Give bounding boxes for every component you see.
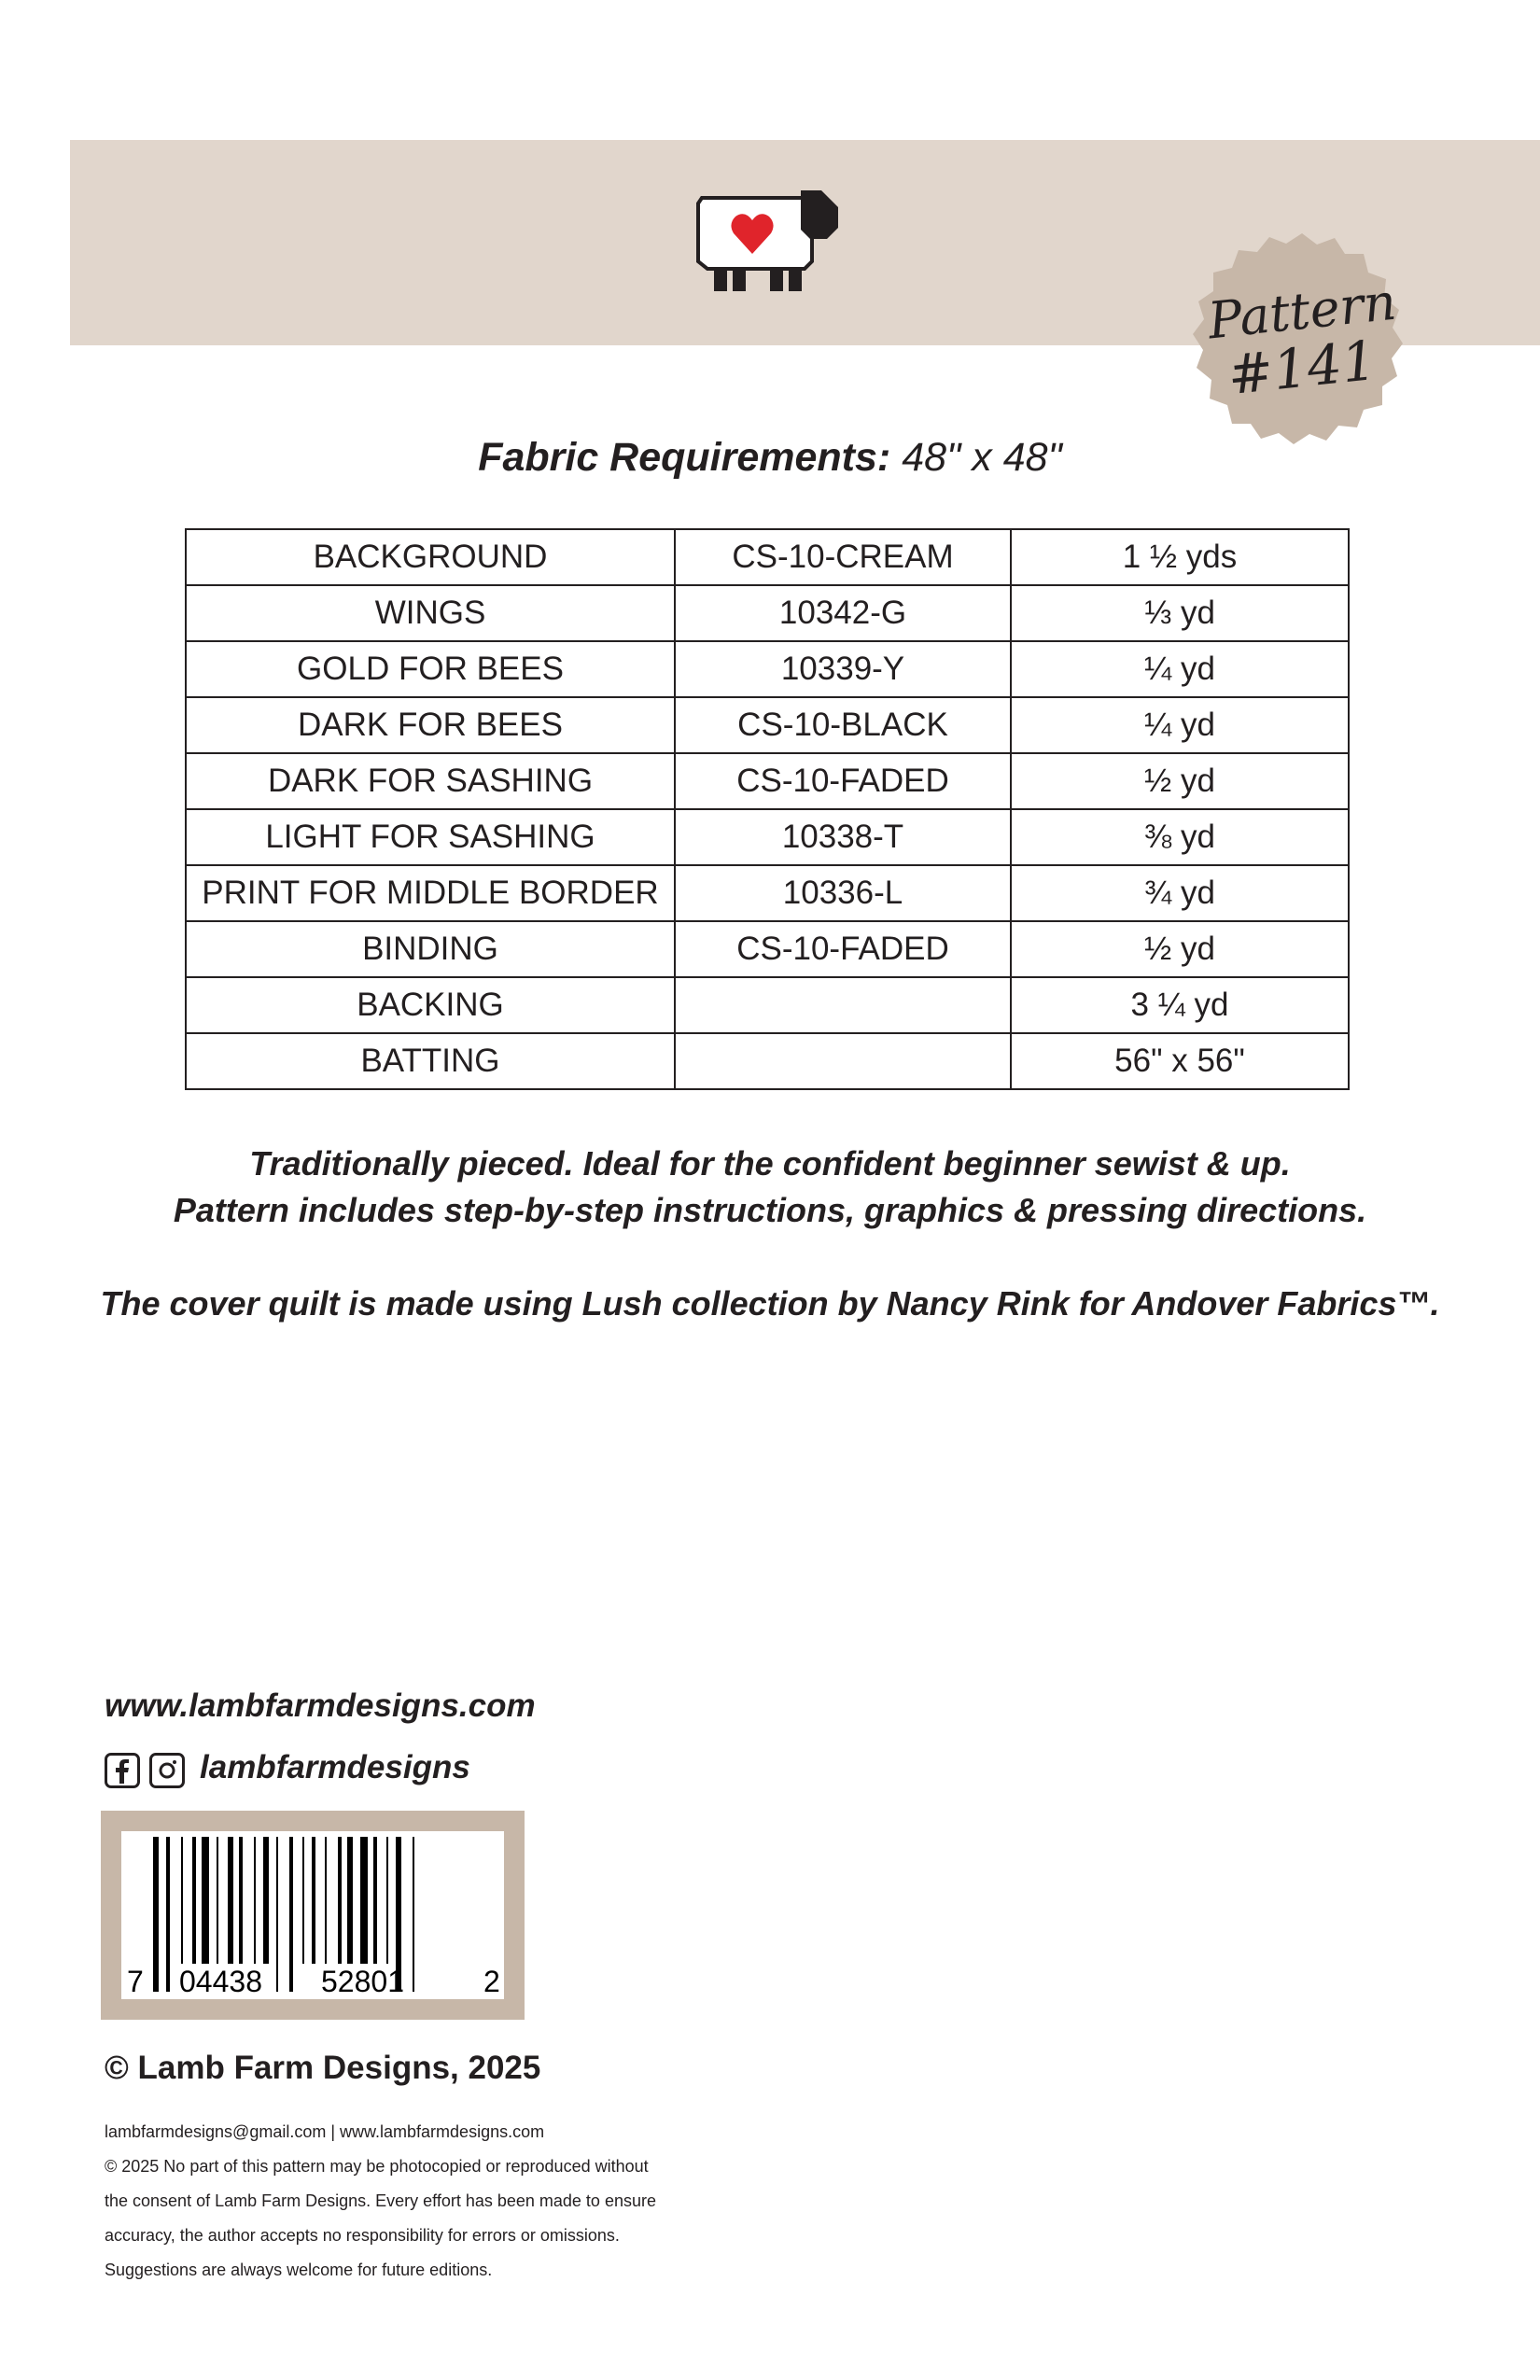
barcode-bar	[166, 1837, 170, 1992]
description-line-2: Pattern includes step-by-step instructions, graphics & pressing directions.	[173, 1191, 1367, 1229]
table-row	[186, 809, 1349, 865]
fabric-amount-cell: 1 ½ yds	[1011, 529, 1349, 585]
fabric-amount-cell: ½ yd	[1011, 753, 1349, 809]
barcode-bar	[325, 1837, 327, 1964]
seal-pattern-word: Pattern	[1205, 272, 1399, 351]
barcode-bar	[239, 1837, 243, 1964]
fabric-amount-cell: 56" x 56"	[1011, 1033, 1349, 1089]
fabric-amount-cell: ¾ yd	[1011, 865, 1349, 921]
sheep-logo	[691, 187, 849, 299]
fabric-name-cell: BACKING	[186, 977, 675, 1033]
fabric-code-cell: CS-10-BLACK	[675, 697, 1011, 753]
barcode-bar	[347, 1837, 353, 1964]
barcode-bar	[217, 1837, 218, 1964]
table-row	[186, 753, 1349, 809]
barcode-bar	[181, 1837, 183, 1964]
legal-line: Suggestions are always welcome for future editions.	[105, 2261, 493, 2279]
barcode-frame	[101, 1811, 525, 2020]
instagram-icon[interactable]	[149, 1753, 185, 1788]
table-row	[186, 697, 1349, 753]
fabric-code-cell: 10342-G	[675, 585, 1011, 641]
barcode-digit-first: 7	[127, 1965, 144, 1998]
fabric-code-cell	[675, 1033, 1011, 1089]
barcode-digit-last: 2	[483, 1965, 500, 1998]
fabric-code-cell: 10339-Y	[675, 641, 1011, 697]
table-row	[186, 585, 1349, 641]
barcode-bar	[228, 1837, 233, 1964]
fabric-code-cell	[675, 977, 1011, 1033]
contact-line: lambfarmdesigns@gmail.com | www.lambfarmdesigns.com	[105, 2122, 545, 2141]
fabric-code-cell: CS-10-FADED	[675, 921, 1011, 977]
legal-line: © 2025 No part of this pattern may be photocopied or reproduced without	[105, 2157, 649, 2176]
barcode-bar	[360, 1837, 368, 1964]
barcode-bar	[289, 1837, 293, 1992]
fabric-name-cell: BINDING	[186, 921, 675, 977]
description-line-3: The cover quilt is made using Lush collection by Nancy Rink for Andover Fabrics™.	[100, 1284, 1440, 1323]
barcode-bar	[254, 1837, 256, 1964]
barcode-bar	[153, 1837, 159, 1992]
fabric-title-label: Fabric Requirements:	[478, 435, 891, 480]
fabric-amount-cell: ¼ yd	[1011, 697, 1349, 753]
fabric-name-cell: BATTING	[186, 1033, 675, 1089]
description-line-1: Traditionally pieced. Ideal for the confident beginner sewist & up.	[249, 1144, 1291, 1183]
fabric-name-cell: DARK FOR BEES	[186, 697, 675, 753]
social-handle[interactable]: lambfarmdesigns	[200, 1749, 470, 1785]
table-row	[186, 865, 1349, 921]
fabric-amount-cell: ⅓ yd	[1011, 585, 1349, 641]
barcode-bar	[263, 1837, 269, 1964]
website-link[interactable]: www.lambfarmdesigns.com	[105, 1687, 536, 1724]
fabric-code-cell: CS-10-FADED	[675, 753, 1011, 809]
table-row	[186, 1033, 1349, 1089]
legal-line: accuracy, the author accepts no responsibility for errors or omissions.	[105, 2226, 620, 2245]
barcode-bar	[276, 1837, 278, 1992]
fabric-title-size: 48" x 48"	[902, 435, 1062, 480]
fine-print	[105, 2115, 814, 2288]
barcode-bar	[312, 1837, 315, 1964]
fabric-name-cell: BACKGROUND	[186, 529, 675, 585]
fabric-name-cell: WINGS	[186, 585, 675, 641]
fabric-amount-cell: ⅜ yd	[1011, 809, 1349, 865]
fabric-name-cell: GOLD FOR BEES	[186, 641, 675, 697]
fabric-table	[185, 528, 1350, 1090]
pattern-seal	[1185, 224, 1419, 457]
barcode-group-2: 52801	[321, 1965, 404, 1998]
table-row	[186, 977, 1349, 1033]
barcode-bar	[202, 1837, 209, 1964]
table-row	[186, 921, 1349, 977]
barcode-group-1: 04438	[179, 1965, 262, 1998]
fabric-name-cell: LIGHT FOR SASHING	[186, 809, 675, 865]
legal-line: the consent of Lamb Farm Designs. Every effort has been made to ensure	[105, 2191, 656, 2210]
barcode-bar	[338, 1837, 342, 1964]
fabric-name-cell: PRINT FOR MIDDLE BORDER	[186, 865, 675, 921]
fabric-code-cell: 10338-T	[675, 809, 1011, 865]
barcode-bar	[192, 1837, 196, 1964]
fabric-requirements-title	[0, 435, 1540, 481]
fabric-name-cell: DARK FOR SASHING	[186, 753, 675, 809]
fabric-amount-cell: ½ yd	[1011, 921, 1349, 977]
fabric-amount-cell: 3 ¼ yd	[1011, 977, 1349, 1033]
copyright: © Lamb Farm Designs, 2025	[105, 2050, 541, 2086]
fabric-amount-cell: ¼ yd	[1011, 641, 1349, 697]
barcode-bar	[373, 1837, 377, 1964]
seal-pattern-number: #141	[1225, 328, 1379, 408]
facebook-icon[interactable]	[105, 1753, 140, 1788]
table-row	[186, 641, 1349, 697]
fabric-code-cell: CS-10-CREAM	[675, 529, 1011, 585]
table-row	[186, 529, 1349, 585]
barcode-bar	[302, 1837, 304, 1964]
barcode-bar	[413, 1837, 414, 1992]
barcode	[121, 1831, 504, 1999]
barcode-bar	[386, 1837, 388, 1964]
fabric-code-cell: 10336-L	[675, 865, 1011, 921]
